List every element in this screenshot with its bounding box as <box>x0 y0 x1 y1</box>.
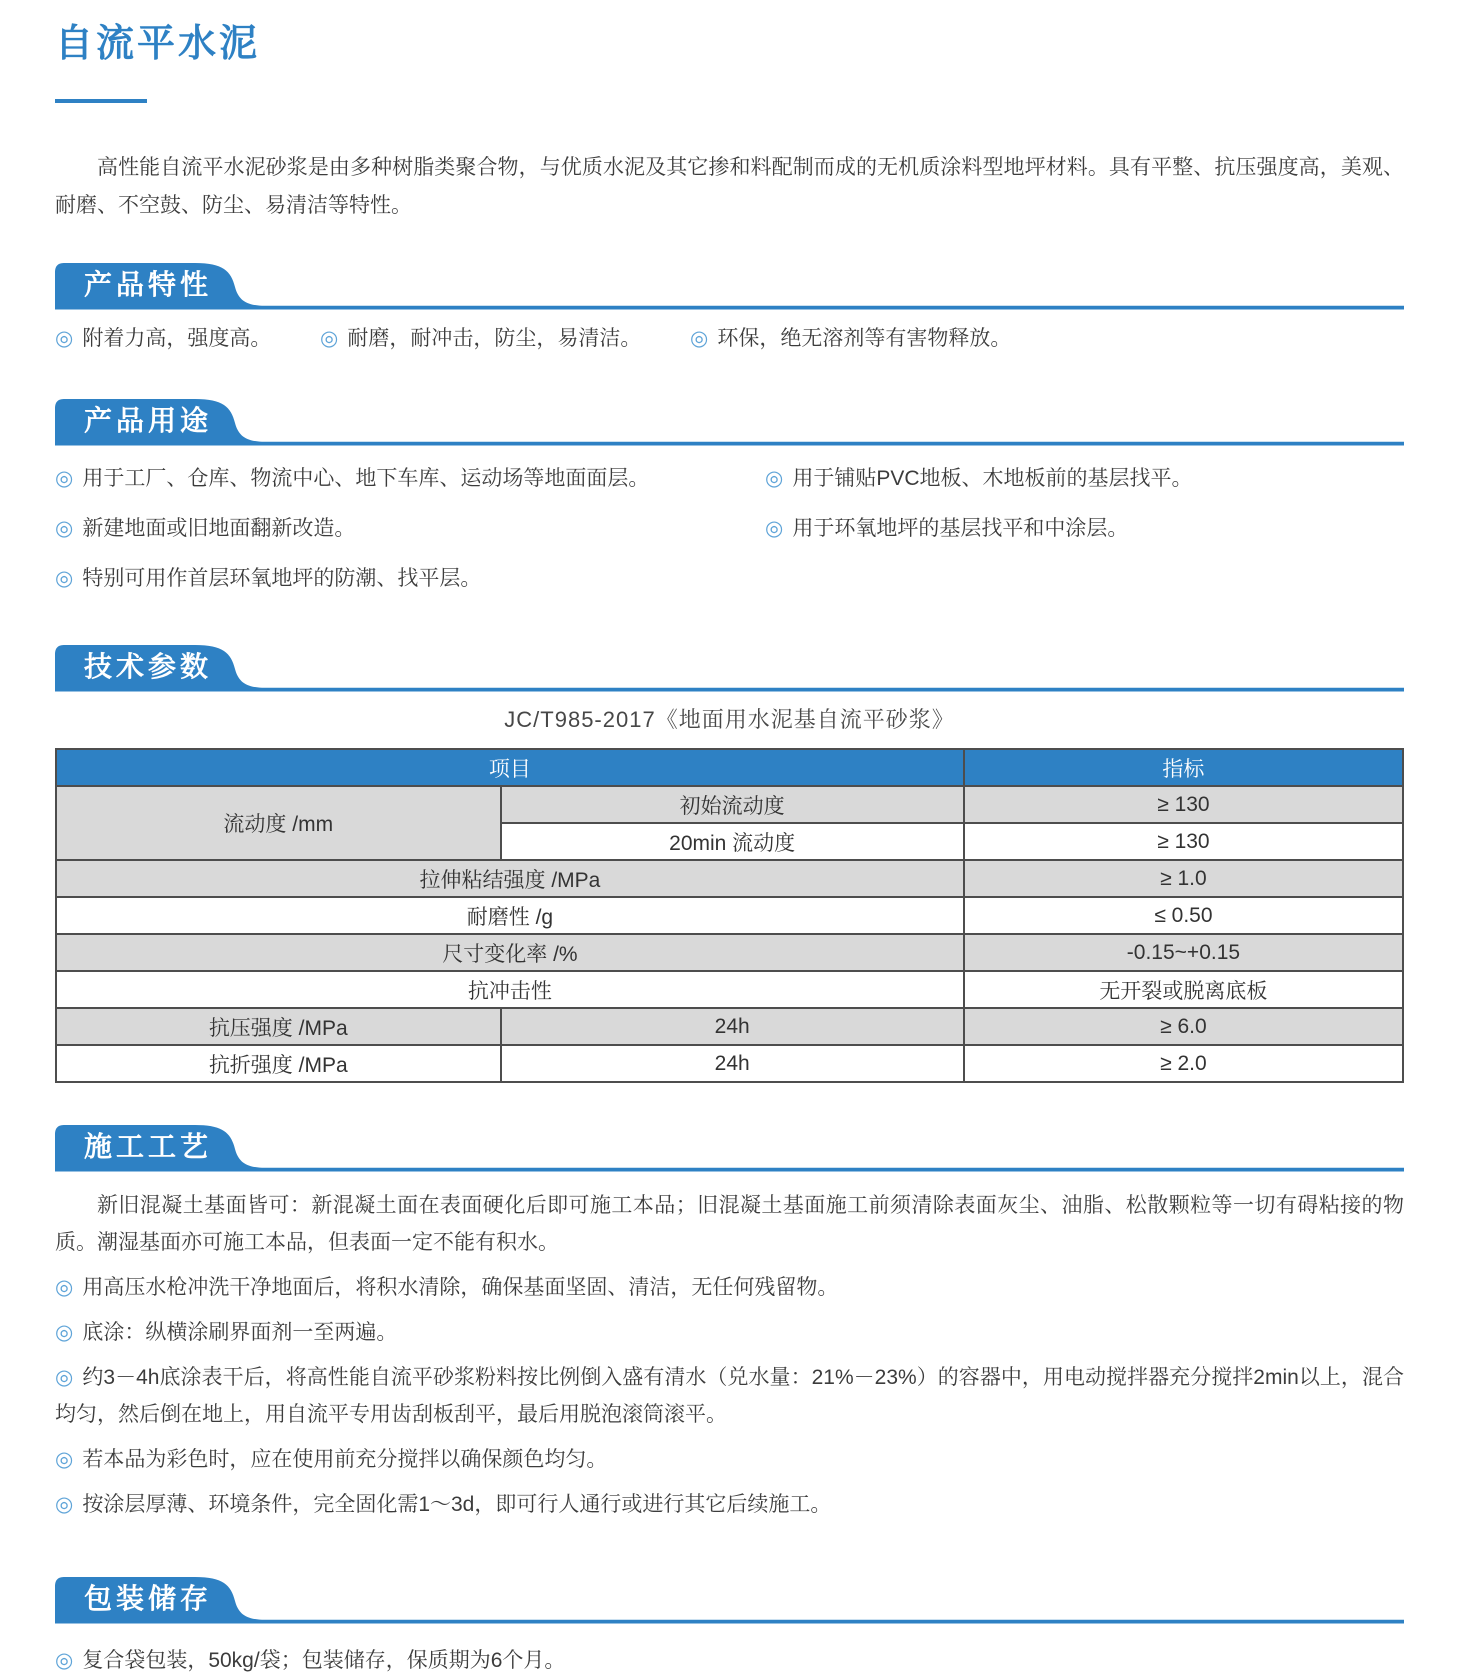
bullet-icon: ◎ <box>55 517 74 540</box>
table-cell: ≥ 2.0 <box>964 1045 1403 1082</box>
title-underline <box>55 99 147 103</box>
table-cell: ≥ 6.0 <box>964 1008 1403 1045</box>
bullet-icon: ◎ <box>765 467 784 490</box>
spec-table-header-item: 项目 <box>56 749 964 786</box>
list-item <box>690 321 1011 357</box>
spec-table-body <box>56 786 1403 1082</box>
bullet-icon: ◎ <box>55 1493 74 1516</box>
table-row <box>56 860 1403 897</box>
table-row <box>56 1045 1403 1082</box>
list-item <box>765 461 1404 497</box>
uses-columns <box>55 461 1404 611</box>
table-row <box>56 934 1403 971</box>
ribbon-shape-icon <box>55 1123 1404 1173</box>
bullet-icon: ◎ <box>55 1321 74 1344</box>
table-cell: ≥ 130 <box>964 786 1403 823</box>
list-item-text: 复合袋包装，50kg/袋；包装储存，保质期为6个月。 <box>82 1649 566 1672</box>
uses-list-left <box>55 461 765 611</box>
list-item-text: 附着力高，强度高。 <box>82 327 272 350</box>
process-intro-paragraph: 新旧混凝土基面皆可：新混凝土面在表面硬化后即可施工本品；旧混凝土基面施工前须清除表面灰尘、油脂、松散颗粒等一切有碍粘接的物质。潮湿基面亦可施工本品，但表面一定不能有积水。 <box>55 1194 1404 1254</box>
list-item-text: 若本品为彩色时，应在使用前充分搅拌以确保颜色均匀。 <box>82 1448 608 1471</box>
section-heading-label: 产品特性 <box>84 269 213 300</box>
section-heading-label: 产品用途 <box>84 405 213 436</box>
spec-table <box>55 748 1404 1083</box>
list-item <box>55 1269 1404 1306</box>
bullet-icon: ◎ <box>55 1366 74 1389</box>
bullet-icon: ◎ <box>55 1276 74 1299</box>
table-cell: ≥ 1.0 <box>964 860 1403 897</box>
list-item <box>55 511 765 547</box>
section-heading-label: 包装储存 <box>84 1583 213 1614</box>
table-cell: 初始流动度 <box>501 786 964 823</box>
section-packaging <box>55 1575 1404 1679</box>
process-list <box>55 1269 1404 1523</box>
table-cell: 流动度 /mm <box>56 786 501 860</box>
list-item-text: 底涂：纵横涂刷界面剂一至两遍。 <box>82 1321 398 1344</box>
process-block <box>55 1187 1404 1523</box>
bullet-icon: ◎ <box>320 327 339 350</box>
list-item <box>55 561 765 597</box>
section-header-packaging <box>55 1575 1404 1625</box>
spec-table-header-index: 指标 <box>964 749 1403 786</box>
list-item-text: 约3－4h底涂表干后，将高性能自流平砂浆粉料按比例倒入盛有清水（兑水量：21%－23%）的容器中，用电动搅拌器充分搅拌2min以上，混合均匀，然后倒在地上，用自流平专用齿刮板刮平，最后用脱泡滚筒滚平。 <box>55 1366 1404 1426</box>
features-list <box>55 321 1404 357</box>
table-cell: 抗折强度 /MPa <box>56 1045 501 1082</box>
table-cell: 尺寸变化率 /% <box>56 934 964 971</box>
list-item-text: 新建地面或旧地面翻新改造。 <box>82 517 356 540</box>
table-cell: ≤ 0.50 <box>964 897 1403 934</box>
section-heading-label: 技术参数 <box>84 651 213 682</box>
list-item-text: 用于铺贴PVC地板、木地板前的基层找平。 <box>792 467 1193 490</box>
table-cell: -0.15~+0.15 <box>964 934 1403 971</box>
list-item-text: 按涂层厚薄、环境条件，完全固化需1～3d，即可行人通行或进行其它后续施工。 <box>82 1493 832 1516</box>
list-item-text: 用于环氧地坪的基层找平和中涂层。 <box>792 517 1129 540</box>
section-features <box>55 261 1404 357</box>
table-row <box>56 1008 1403 1045</box>
bullet-icon: ◎ <box>55 327 74 350</box>
table-cell: 无开裂或脱离底板 <box>964 971 1403 1008</box>
list-item <box>55 461 765 497</box>
section-process <box>55 1123 1404 1523</box>
table-cell: ≥ 130 <box>964 823 1403 860</box>
table-cell: 24h <box>501 1045 964 1082</box>
table-cell: 抗冲击性 <box>56 971 964 1008</box>
page-title: 自流平水泥 <box>55 23 261 65</box>
table-cell: 20min 流动度 <box>501 823 964 860</box>
table-cell: 抗压强度 /MPa <box>56 1008 501 1045</box>
spec-table-caption: JC/T985-2017《地面用水泥基自流平砂浆》 <box>504 707 955 732</box>
table-row <box>56 971 1403 1008</box>
list-item <box>765 511 1404 547</box>
list-item <box>55 1359 1404 1433</box>
ribbon-shape-icon <box>55 643 1404 693</box>
intro-paragraph: 高性能自流平水泥砂浆是由多种树脂类聚合物，与优质水泥及其它掺和料配制而成的无机质涂料型地坪材料。具有平整、抗压强度高，美观、耐磨、不空鼓、防尘、易清洁等特性。 <box>55 156 1404 217</box>
list-item-text: 用于工厂、仓库、物流中心、地下车库、运动场等地面面层。 <box>82 467 650 490</box>
list-item-text: 环保，绝无溶剂等有害物释放。 <box>717 327 1012 350</box>
list-item-text: 用高压水枪冲洗干净地面后，将积水清除，确保基面坚固、清洁，无任何残留物。 <box>82 1276 839 1299</box>
packaging-list <box>55 1643 1404 1679</box>
bullet-icon: ◎ <box>55 1649 74 1672</box>
list-item <box>55 321 320 357</box>
section-header-process <box>55 1123 1404 1173</box>
table-cell: 耐磨性 /g <box>56 897 964 934</box>
section-header-features <box>55 261 1404 311</box>
list-item-text: 特别可用作首层环氧地坪的防潮、找平层。 <box>82 567 482 590</box>
list-item <box>55 1314 1404 1351</box>
table-row <box>56 897 1403 934</box>
table-cell: 拉伸粘结强度 /MPa <box>56 860 964 897</box>
ribbon-shape-icon <box>55 397 1404 447</box>
bullet-icon: ◎ <box>690 327 709 350</box>
spec-table-header-row <box>56 749 1403 786</box>
section-header-uses <box>55 397 1404 447</box>
section-uses <box>55 397 1404 611</box>
uses-list-right <box>765 461 1404 611</box>
table-row <box>56 786 1403 823</box>
ribbon-shape-icon <box>55 1575 1404 1625</box>
list-item <box>320 321 690 357</box>
bullet-icon: ◎ <box>55 567 74 590</box>
section-heading-label: 施工工艺 <box>84 1131 213 1162</box>
bullet-icon: ◎ <box>55 467 74 490</box>
list-item <box>55 1486 1404 1523</box>
list-item-text: 耐磨，耐冲击，防尘，易清洁。 <box>347 327 642 350</box>
section-header-specs <box>55 643 1404 693</box>
section-specs <box>55 643 1404 1083</box>
ribbon-shape-icon <box>55 261 1404 311</box>
bullet-icon: ◎ <box>55 1448 74 1471</box>
table-cell: 24h <box>501 1008 964 1045</box>
list-item <box>55 1441 1404 1478</box>
bullet-icon: ◎ <box>765 517 784 540</box>
list-item <box>55 1643 1404 1679</box>
